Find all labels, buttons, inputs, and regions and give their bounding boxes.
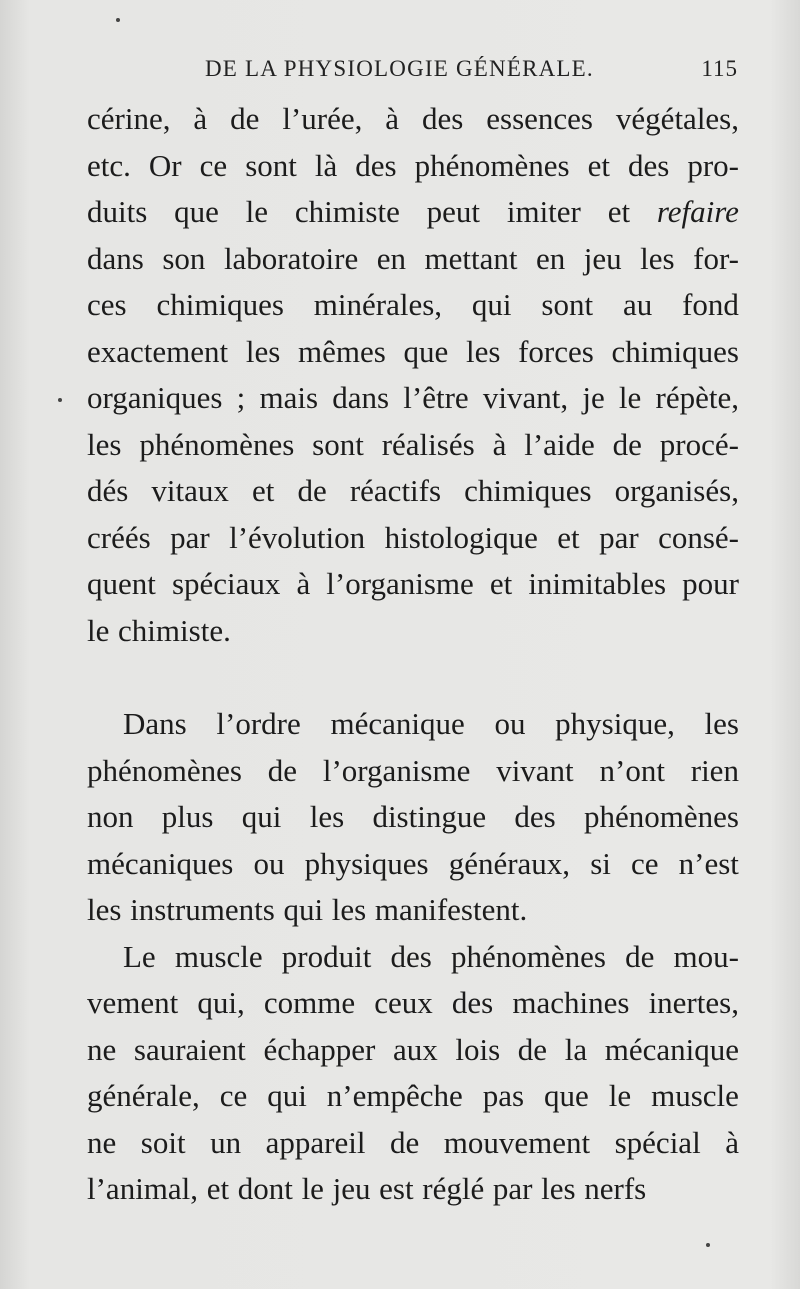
- word: procé-: [659, 426, 739, 462]
- word: mécanique: [330, 706, 465, 741]
- word: dont: [237, 1171, 293, 1206]
- word: que: [544, 1078, 589, 1113]
- word: des: [421, 101, 464, 136]
- text-line: [87, 422, 739, 469]
- word: de: [297, 473, 327, 508]
- word: en: [376, 240, 406, 276]
- word: Dans: [123, 706, 187, 741]
- word: essences: [486, 101, 593, 136]
- word: mouvement: [443, 1124, 591, 1160]
- word: les: [541, 1171, 576, 1206]
- text-line: [87, 96, 739, 143]
- word: de: [267, 752, 298, 788]
- word: qui: [471, 287, 512, 322]
- word: phénomènes: [87, 752, 242, 788]
- print-speck: [58, 398, 62, 402]
- word: sauraient: [133, 1031, 246, 1067]
- word: de: [517, 1031, 548, 1067]
- paragraph: [87, 96, 739, 654]
- word: et: [252, 473, 275, 508]
- word: forces: [518, 333, 594, 369]
- text-line: [87, 1027, 739, 1074]
- word: répète,: [655, 380, 739, 415]
- word: pro-: [687, 147, 739, 183]
- word: refaire: [656, 194, 739, 229]
- word: organiques: [87, 380, 223, 415]
- word: et: [206, 1171, 230, 1206]
- word: l’évolution: [229, 519, 366, 555]
- word: que: [403, 333, 449, 369]
- word: etc.: [87, 147, 131, 183]
- word: jeu: [583, 240, 622, 276]
- paragraph: [87, 934, 739, 1213]
- word: générale,: [87, 1078, 200, 1113]
- word: je: [582, 380, 605, 415]
- word: au: [622, 287, 653, 322]
- word: ce: [219, 1078, 248, 1113]
- word: à: [385, 101, 400, 136]
- word: ;: [236, 380, 246, 415]
- text-line: [87, 934, 739, 981]
- word: ou: [494, 706, 526, 741]
- word: phénomènes: [450, 938, 606, 974]
- word: en: [536, 240, 566, 276]
- print-speck: [116, 18, 120, 22]
- word: inimitables: [528, 566, 667, 601]
- word: pour: [682, 566, 739, 601]
- word: mêmes: [297, 333, 386, 369]
- word: spécial: [614, 1124, 701, 1160]
- word: distingue: [372, 799, 487, 834]
- word: dés: [87, 473, 129, 508]
- page-number: 115: [701, 56, 738, 81]
- word: chimiste: [294, 194, 400, 229]
- text-line: [87, 980, 739, 1027]
- word: phénomènes: [584, 799, 739, 834]
- word: n’est: [678, 845, 739, 881]
- text-line: [87, 608, 739, 655]
- text-line: [87, 1073, 739, 1120]
- word: fond: [682, 287, 739, 322]
- word: ce: [199, 147, 228, 183]
- word: par: [170, 519, 210, 555]
- text-line: [87, 841, 739, 888]
- word: n’ont: [599, 752, 665, 788]
- word: chimiques: [611, 333, 739, 369]
- paragraph-gap: [87, 654, 739, 701]
- word: à: [193, 101, 208, 136]
- word: et: [557, 519, 580, 555]
- word: for-: [693, 240, 739, 276]
- word: appareil: [265, 1124, 366, 1160]
- word: réalisés: [381, 426, 475, 462]
- word: n’empêche: [326, 1078, 463, 1113]
- print-speck: [706, 1243, 710, 1247]
- word: duits: [87, 194, 148, 229]
- word: qui: [241, 799, 282, 834]
- word: peut: [426, 194, 481, 229]
- word: l’organisme: [322, 752, 471, 788]
- word: vivant: [496, 752, 574, 788]
- word: à: [492, 426, 507, 462]
- word: si: [590, 845, 611, 881]
- word: de: [230, 101, 260, 136]
- word: le: [301, 1171, 324, 1206]
- text-line: [87, 143, 739, 190]
- word: exactement: [87, 333, 229, 369]
- word: ceux: [374, 985, 433, 1020]
- word: le: [87, 612, 110, 648]
- word: ou: [253, 845, 285, 881]
- word: réglé: [422, 1171, 485, 1206]
- word: par: [492, 1171, 533, 1206]
- word: végétales,: [615, 101, 739, 136]
- word: chimiques: [156, 287, 284, 322]
- word: réactifs: [349, 473, 442, 508]
- word: machines: [512, 985, 630, 1020]
- text-line: [87, 189, 739, 236]
- word: dans: [87, 240, 144, 276]
- word: vivant,: [482, 380, 569, 415]
- word: par: [599, 519, 639, 555]
- word: les: [704, 706, 739, 741]
- text-line: [87, 1166, 739, 1213]
- running-title: DE LA PHYSIOLOGIE GÉNÉRALE.: [205, 56, 594, 81]
- word: les: [87, 892, 122, 927]
- word: de: [389, 1124, 420, 1160]
- word: un: [210, 1124, 242, 1160]
- word: des: [514, 799, 556, 834]
- text-line: [87, 1120, 739, 1167]
- word: mécanique: [604, 1031, 739, 1067]
- word: soit: [140, 1124, 186, 1160]
- word: son: [162, 240, 206, 276]
- text-line: [87, 794, 739, 841]
- word: Or: [148, 147, 182, 183]
- word: imiter: [506, 194, 581, 229]
- word: vitaux: [151, 473, 229, 508]
- paragraph: [87, 701, 739, 934]
- word: aux: [392, 1031, 438, 1067]
- word: phénomènes: [139, 426, 295, 462]
- word: les: [309, 799, 345, 834]
- word: le: [618, 380, 642, 415]
- word: les: [331, 892, 367, 927]
- text-line: [87, 701, 739, 748]
- text-line: [87, 375, 739, 422]
- word: les: [87, 426, 122, 462]
- word: manifestent.: [374, 892, 528, 927]
- word: muscle: [174, 938, 263, 974]
- word: l’urée,: [282, 101, 363, 136]
- word: est: [379, 1171, 414, 1206]
- word: l’être: [403, 380, 469, 415]
- word: comme: [263, 985, 356, 1020]
- word: que: [174, 194, 219, 229]
- word: ne: [87, 1031, 117, 1067]
- word: mais: [259, 380, 319, 415]
- word: vement: [87, 985, 179, 1020]
- word: qui: [267, 1078, 307, 1113]
- word: le: [608, 1078, 632, 1113]
- word: rien: [690, 752, 739, 788]
- word: non: [87, 799, 134, 834]
- word: à: [296, 566, 311, 601]
- word: jeu: [332, 1171, 371, 1206]
- word: spéciaux: [171, 566, 281, 601]
- word: ce: [631, 845, 659, 881]
- page-header: [0, 56, 800, 92]
- word: physique,: [555, 706, 675, 741]
- text-line: [87, 515, 739, 562]
- word: muscle: [651, 1078, 739, 1113]
- word: et: [489, 566, 513, 601]
- word: chimiques: [464, 473, 592, 508]
- word: qui: [283, 892, 324, 927]
- text-line: [87, 282, 739, 329]
- word: les: [465, 333, 501, 369]
- word: lois: [455, 1031, 501, 1067]
- text-line: [87, 468, 739, 515]
- word: Le: [123, 938, 156, 974]
- body-text: [87, 96, 739, 1213]
- word: des: [451, 985, 494, 1020]
- word: mettant: [424, 240, 518, 276]
- word: sont: [312, 426, 364, 462]
- word: de: [612, 426, 642, 462]
- word: le: [245, 194, 269, 229]
- word: les: [640, 240, 675, 276]
- word: sont: [541, 287, 594, 322]
- word: des: [628, 147, 670, 183]
- word: nerfs: [584, 1171, 647, 1206]
- word: là: [314, 147, 338, 183]
- word: qui,: [197, 985, 245, 1020]
- text-line: [87, 561, 739, 608]
- word: sont: [245, 147, 297, 183]
- word: laboratoire: [223, 240, 359, 276]
- word: cérine,: [87, 101, 171, 136]
- word: histologique: [384, 519, 538, 555]
- word: échapper: [263, 1031, 376, 1067]
- word: chimiste.: [118, 612, 231, 648]
- word: organisés,: [614, 473, 739, 508]
- word: minérales,: [313, 287, 443, 322]
- word: dans: [332, 380, 390, 415]
- word: et: [607, 194, 631, 229]
- word: produit: [281, 938, 372, 974]
- word: des: [390, 938, 432, 974]
- word: l’aide: [524, 426, 595, 462]
- word: mou-: [673, 938, 739, 974]
- word: et: [587, 147, 610, 183]
- text-line: [87, 236, 739, 283]
- word: ne: [87, 1124, 117, 1160]
- word: phénomènes: [414, 147, 570, 183]
- word: créés: [87, 519, 151, 555]
- word: consé-: [658, 519, 739, 555]
- word: instruments: [130, 892, 275, 927]
- text-line: [87, 748, 739, 795]
- word: les: [245, 333, 281, 369]
- text-line: [87, 329, 739, 376]
- word: généraux,: [448, 845, 571, 881]
- word: l’ordre: [216, 706, 301, 741]
- word: la: [564, 1031, 588, 1067]
- word: quent: [87, 566, 156, 601]
- word: des: [355, 147, 397, 183]
- text-line: [87, 887, 739, 934]
- word: mécaniques: [87, 845, 234, 881]
- word: l’organisme: [326, 566, 474, 601]
- word: l’animal,: [87, 1171, 199, 1206]
- word: à: [725, 1124, 739, 1160]
- word: de: [625, 938, 655, 974]
- word: pas: [482, 1078, 525, 1113]
- word: physiques: [304, 845, 429, 881]
- word: plus: [161, 799, 214, 834]
- word: ces: [87, 287, 127, 322]
- word: inertes,: [648, 985, 739, 1020]
